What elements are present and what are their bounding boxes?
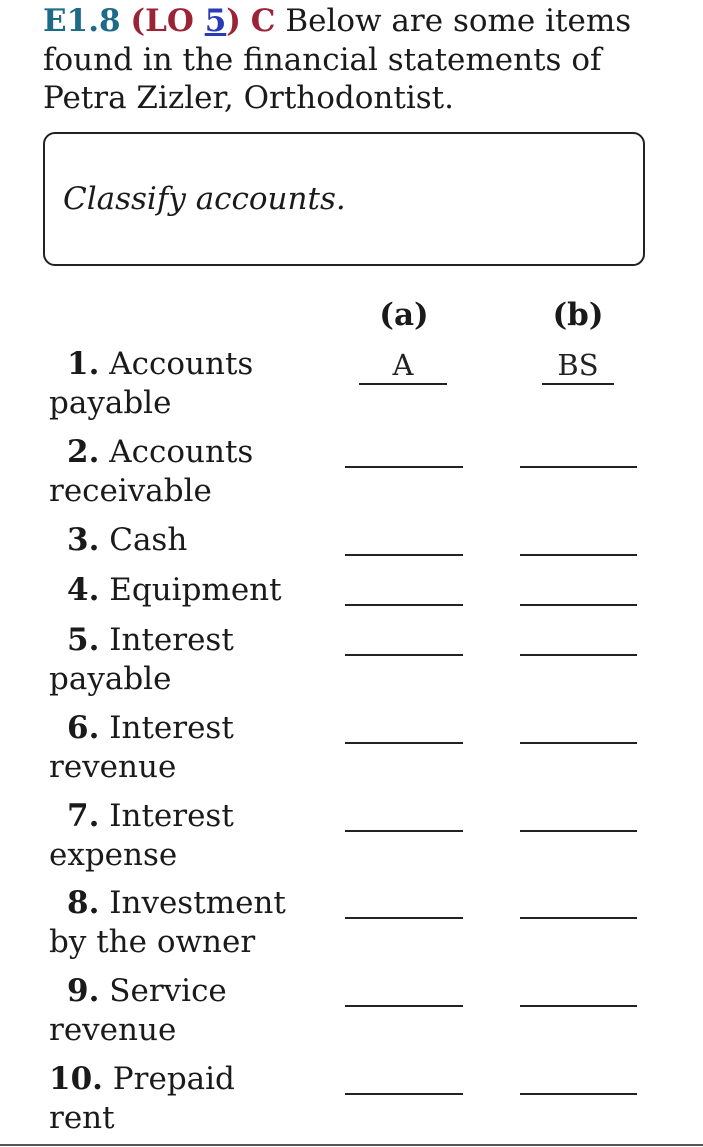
item-number: 4.: [67, 572, 100, 608]
list-item: [49, 571, 299, 610]
exercise-intro: Below are some items found in the financial statements of Petra Zizler, Orthodontist.: [43, 3, 632, 116]
item-number: 8.: [67, 885, 100, 921]
item-label: Prepaid rent: [49, 1061, 235, 1136]
exercise-header: [43, 2, 683, 118]
answer-blank-b[interactable]: [520, 1093, 637, 1095]
answer-blank-a[interactable]: [345, 917, 463, 919]
difficulty-level: C: [250, 3, 276, 39]
answer-blank-a[interactable]: [345, 554, 463, 556]
list-item: [49, 797, 299, 874]
item-label: Service revenue: [49, 973, 227, 1048]
list-item: [49, 709, 299, 786]
list-item: [49, 433, 299, 510]
answer-blank-a[interactable]: [345, 1005, 463, 1007]
list-item: [49, 972, 299, 1049]
answer-b[interactable]: BS: [557, 348, 599, 382]
objective-box: [43, 132, 645, 266]
list-item: [49, 521, 299, 560]
answer-blank-a[interactable]: [345, 604, 463, 606]
item-label: Equipment: [109, 572, 282, 608]
item-label: Interest revenue: [49, 710, 234, 785]
item-number: 5.: [67, 622, 100, 658]
answer-a[interactable]: A: [392, 348, 414, 382]
answer-blank-a[interactable]: [345, 466, 463, 468]
item-number: 6.: [67, 710, 100, 746]
answer-line-a: [359, 383, 447, 385]
item-number: 1.: [67, 346, 100, 382]
answer-blank-b[interactable]: [520, 1005, 637, 1007]
item-label: Interest payable: [49, 622, 234, 697]
item-number: 9.: [67, 973, 100, 1009]
answer-blank-b[interactable]: [520, 604, 637, 606]
item-label: Cash: [109, 522, 188, 558]
item-number: 2.: [67, 434, 100, 470]
item-label: Investment by the owner: [49, 885, 286, 960]
answer-blank-b[interactable]: [520, 554, 637, 556]
learning-objective-link[interactable]: 5: [204, 3, 227, 39]
answer-blank-a[interactable]: [345, 654, 463, 656]
answer-blank-b[interactable]: [520, 466, 637, 468]
item-number: 7.: [67, 798, 100, 834]
item-number: 3.: [67, 522, 100, 558]
answer-line-b: [542, 383, 614, 385]
answer-blank-a[interactable]: [345, 742, 463, 744]
answer-blank-b[interactable]: [520, 830, 637, 832]
column-header-a: (a): [379, 297, 429, 333]
learning-objective-tag: (LO 5): [130, 3, 241, 39]
objective-text: Classify accounts.: [63, 181, 346, 217]
answer-blank-a[interactable]: [345, 1093, 463, 1095]
column-header-b: (b): [552, 297, 604, 333]
page-bottom-divider: [0, 1144, 703, 1146]
list-item: [49, 1060, 299, 1137]
item-label: Accounts payable: [49, 346, 254, 421]
list-item: [49, 621, 299, 698]
answer-blank-b[interactable]: [520, 654, 637, 656]
item-label: Interest expense: [49, 798, 234, 873]
answer-blank-b[interactable]: [520, 742, 637, 744]
exercise-number: E1.8: [43, 3, 121, 39]
list-item: [49, 884, 299, 961]
item-number: 10.: [49, 1061, 103, 1097]
answer-blank-a[interactable]: [345, 830, 463, 832]
item-label: Accounts receivable: [49, 434, 254, 509]
answer-blank-b[interactable]: [520, 917, 637, 919]
list-item: [49, 345, 299, 422]
